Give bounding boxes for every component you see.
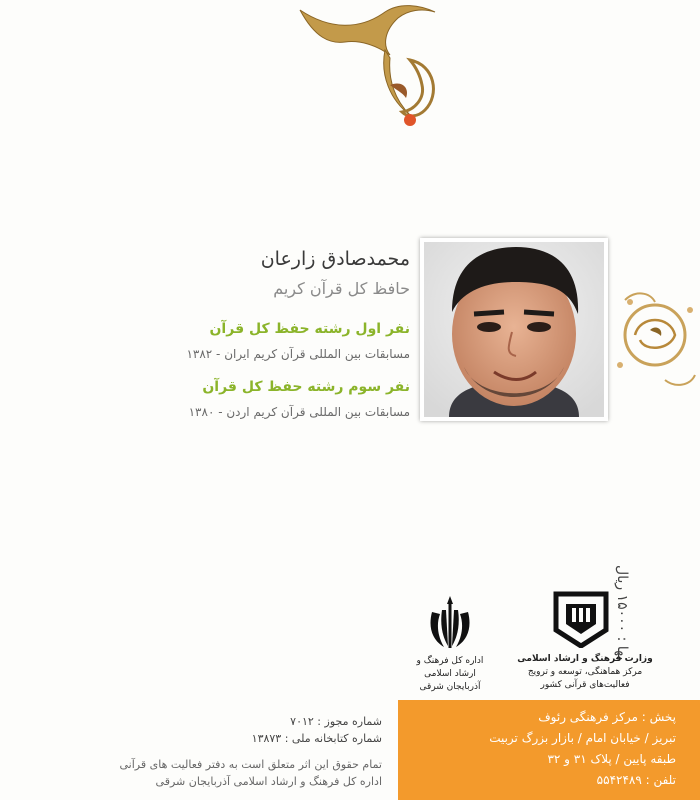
award-1-desc: مسابقات بین المللی قرآن کریم ایران - ۱۳۸۲: [186, 347, 410, 361]
price-label: بها : ۱۵۰۰۰ ریال: [614, 565, 630, 661]
emblem-caption: [405, 655, 495, 694]
award-2-desc: مسابقات بین المللی قرآن کریم اردن - ۱۳۸۰: [188, 405, 410, 419]
award-1-title: نفر اول رشته حفظ کل قرآن: [209, 321, 410, 337]
emblem-caption-line-2: آذربایجان شرقی: [419, 682, 481, 692]
iran-emblem-icon: [420, 592, 480, 652]
top-ornament-icon: [290, 0, 450, 140]
copyright-line-2: اداره کل فرهنگ و ارشاد اسلامی آذربایجان شرقی: [155, 775, 382, 788]
portrait-photo: [420, 238, 608, 421]
award-2-title: نفر سوم رشته حفظ کل قرآن: [202, 379, 410, 395]
emblem-caption-line-1: اداره کل فرهنگ و ارشاد اسلامی: [416, 656, 484, 679]
distributor-address-2: طبقه پایین / پلاک ۳۱ و ۳۲: [547, 752, 676, 766]
side-ornament-icon: [605, 280, 700, 395]
license-number: شماره مجوز : ۷۰۱۲: [290, 715, 382, 728]
ministry-caption-line-1: وزارت فرهنگ و ارشاد اسلامی: [517, 654, 653, 664]
ministry-caption: [515, 653, 655, 692]
person-title: حافظ کل قرآن کریم: [273, 279, 410, 298]
distributor-phone: تلفن : ۵۵۴۲۴۸۹: [596, 773, 676, 787]
national-library-number: شماره کتابخانه ملی : ۱۳۸۷۳: [251, 732, 382, 745]
person-name: محمدصادق زارعان: [260, 248, 410, 270]
distributor-name: پخش : مرکز فرهنگی رئوف: [538, 710, 676, 724]
ministry-logo-icon: [552, 590, 610, 648]
copyright-line-1: تمام حقوق این اثر متعلق است به دفتر فعالیت های قرآنی: [119, 758, 382, 771]
distributor-address-1: تبریز / خیابان امام / بازار بزرگ تربیت: [489, 731, 676, 745]
ministry-caption-line-2: مرکز هماهنگی، توسعه و ترویج فعالیت‌های قرآنی کشور: [527, 667, 643, 690]
